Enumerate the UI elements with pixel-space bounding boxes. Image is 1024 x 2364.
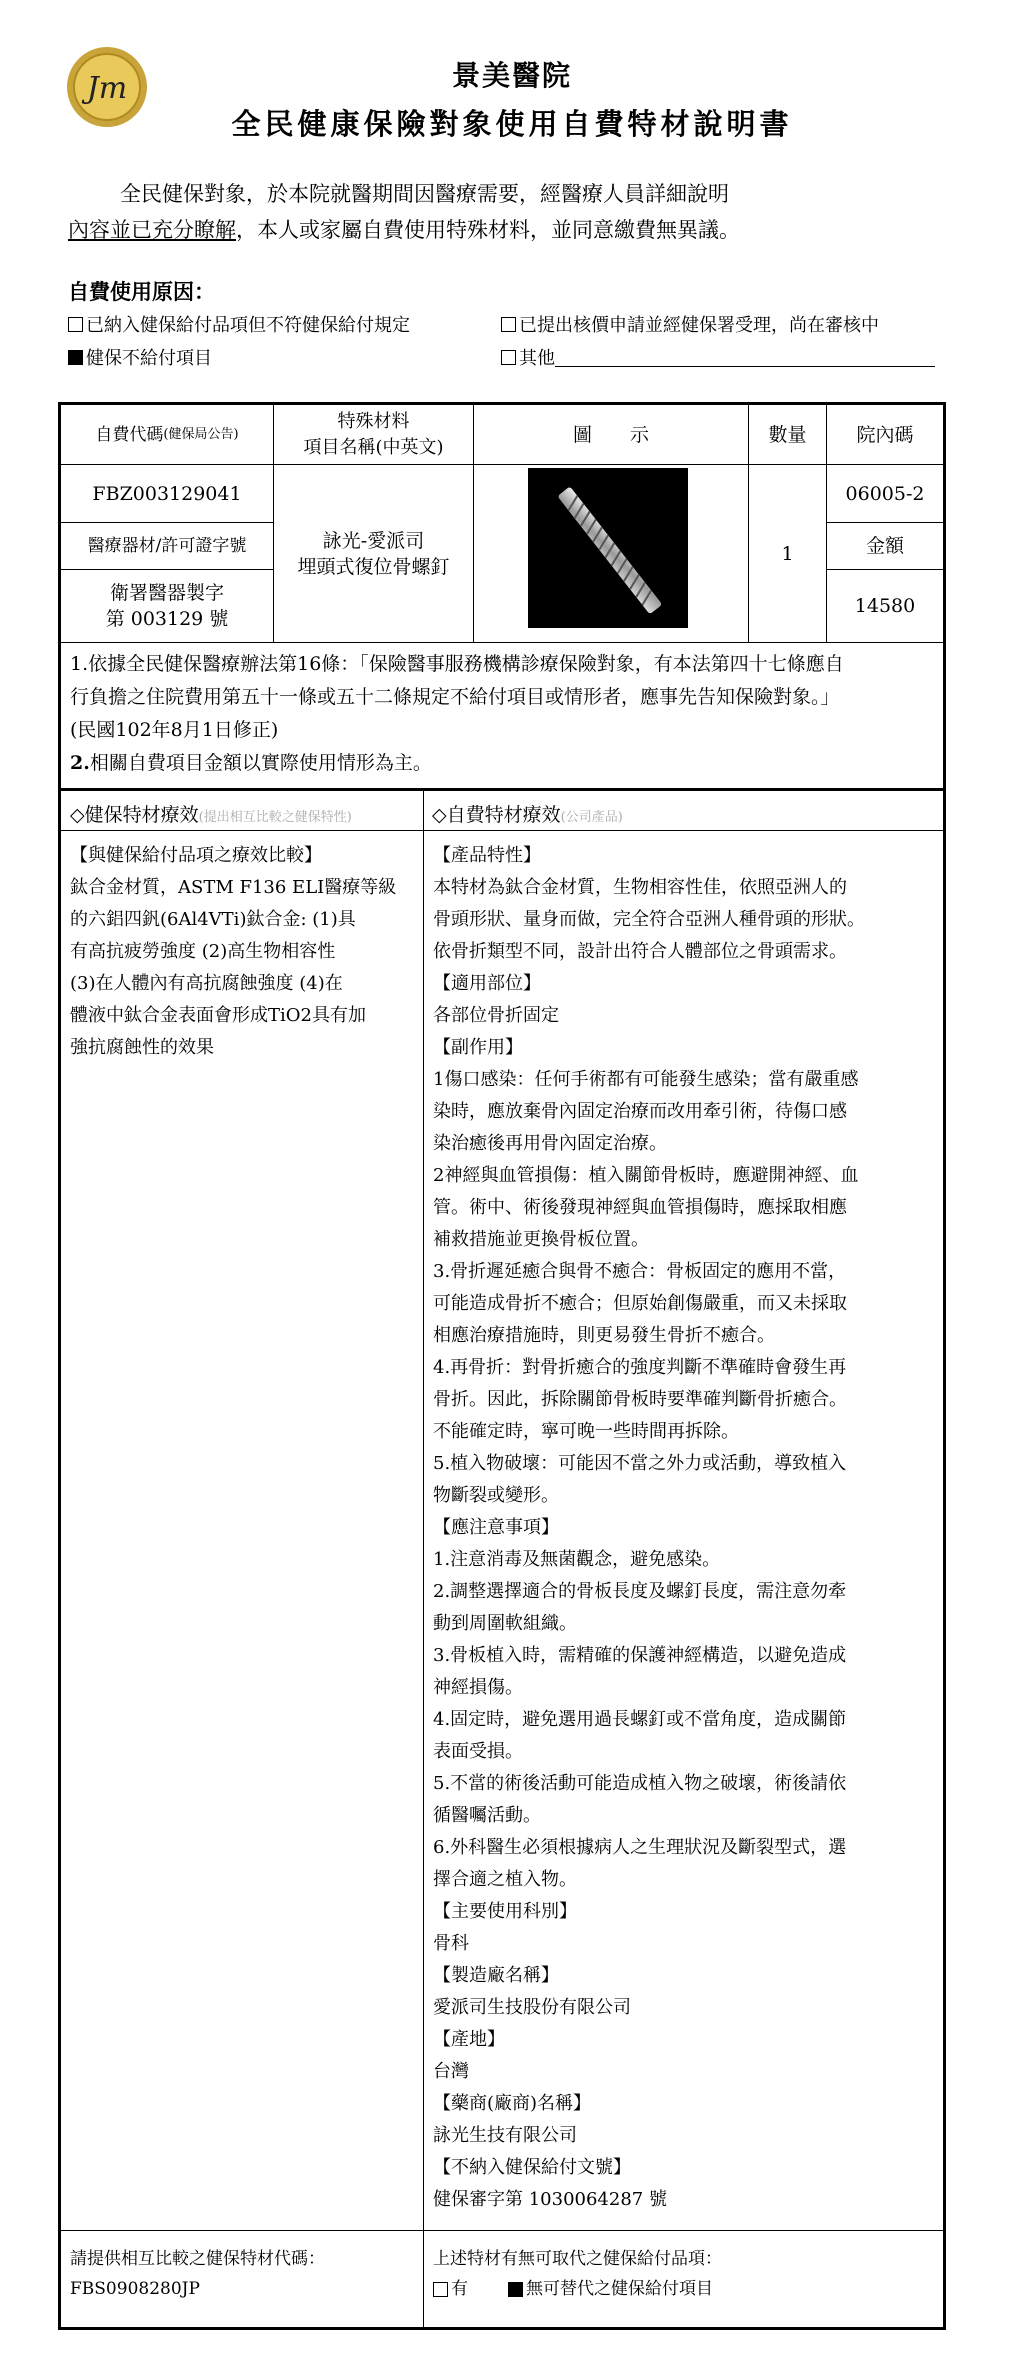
text-line: 擇合適之植入物。: [433, 1869, 577, 1890]
header-hosp-code: 院內碼: [856, 423, 914, 446]
text-line: 本特材為鈦合金材質，生物相容性佳，依照亞洲人的: [433, 877, 847, 898]
text-line: 3.骨折遲延癒合與骨不癒合：骨板固定的應用不當，: [433, 1261, 847, 1282]
amount-label: 金額: [865, 535, 904, 557]
right-column-head: ◇自費特材療效 (公司產品): [432, 804, 623, 826]
text-line: 循醫囑活動。: [433, 1805, 541, 1826]
text-line: 表面受損。: [433, 1741, 523, 1762]
text-line: 染治癒後再用骨內固定治療。: [433, 1133, 667, 1154]
header-code: 自費代碼 (健保局公告): [95, 424, 239, 445]
reason-title: 自費使用原因：: [68, 279, 215, 304]
text-line: 依骨折類型不同，設計出符合人體部位之骨頭需求。: [433, 941, 847, 962]
text-line: 【與健保給付品項之療效比較】: [70, 845, 322, 866]
item-hosp-code: 06005-2: [845, 482, 925, 505]
amount-value: 14580: [854, 595, 916, 617]
text-line: 1.注意消毒及無菌觀念，避免感染。: [433, 1549, 721, 1570]
text-line: 4.固定時，避免選用過長螺釘或不當角度，造成關節: [433, 1709, 847, 1730]
text-line: 【適用部位】: [433, 973, 541, 994]
text-line: 染時，應放棄骨內固定治療而改用牽引術，待傷口感: [433, 1101, 847, 1122]
footer-left: 請提供相互比較之健保特材代碼： FBS0908280JP: [70, 2244, 325, 2304]
text-line: 強抗腐蝕性的效果: [70, 1037, 214, 1058]
intro-paragraph: 全民健保對象，於本院就醫期間因醫療需要，經醫療人員詳細說明 內容並已充分瞭解，本人或家屬自費使用特殊材料，並同意繳費無異議。: [68, 182, 740, 242]
text-line: 【藥商(廠商)名稱】: [433, 2093, 592, 2114]
text-line: 1傷口感染：任何手術都有可能發生感染；當有嚴重感: [433, 1069, 859, 1090]
text-line: 【製造廠名稱】: [433, 1965, 559, 1986]
text-line: 物斷裂或變形。: [433, 1485, 559, 1506]
other-input-line[interactable]: [555, 348, 935, 367]
reason-option-covered[interactable]: 已納入健保給付品項但不符健保給付規定: [68, 311, 410, 337]
text-line: 骨科: [433, 1933, 469, 1954]
text-line: 補救措施並更換骨板位置。: [433, 1229, 649, 1250]
checkbox[interactable]: [68, 317, 83, 332]
item-qty: 1: [781, 542, 794, 565]
text-line: 5.不當的術後活動可能造成植入物之破壞，術後請依: [433, 1773, 847, 1794]
reason-option-pending[interactable]: 已提出核價申請並經健保署受理，尚在審核中: [501, 311, 879, 337]
text-line: 骨頭形狀、量身而做，完全符合亞洲人種骨頭的形狀。: [433, 909, 865, 930]
reason-option-other[interactable]: 其他: [501, 344, 935, 370]
document-title: 全民健康保險對象使用自費特材說明書: [231, 107, 793, 141]
text-line: 5.植入物破壞：可能因不當之外力或活動，導致植入: [433, 1453, 847, 1474]
text-line: 鈦合金材質，ASTM F136 ELI醫療等級: [70, 877, 397, 898]
footer-right: 上述特材有無可取代之健保給付品項： 有 無可替代之健保給付項目: [433, 2249, 722, 2299]
text-line: 【主要使用科別】: [433, 1901, 577, 1922]
header-image: 圖 示: [572, 423, 649, 446]
text-line: 【應注意事項】: [433, 1517, 559, 1538]
text-line: 動到周圍軟組織。: [433, 1613, 577, 1634]
text-line: 台灣: [433, 2061, 469, 2082]
text-line: 3.骨板植入時，需精確的保護神經構造，以避免造成: [433, 1645, 847, 1666]
text-line: 2神經與血管損傷：植入關節骨板時，應避開神經、血: [433, 1165, 859, 1186]
checkbox-no-substitute[interactable]: [508, 2282, 523, 2297]
text-line: 【產地】: [433, 2029, 505, 2050]
text-line: 的六鋁四釩(6Al4VTi)鈦合金: (1)具: [70, 909, 356, 930]
text-line: 不能確定時，寧可晚一些時間再拆除。: [433, 1421, 739, 1442]
header-qty: 數量: [768, 423, 807, 446]
text-line: 相應治療措施時，則更易發生骨折不癒合。: [433, 1325, 775, 1346]
reason-option-not-covered[interactable]: 健保不給付項目: [68, 344, 212, 370]
text-line: 愛派司生技股份有限公司: [433, 1997, 631, 2018]
text-line: 2.調整選擇適合的骨板長度及螺釘長度，需注意勿牽: [433, 1581, 847, 1602]
text-line: 4.再骨折：對骨折癒合的強度判斷不準確時會發生再: [433, 1357, 847, 1378]
text-line: 詠光生技有限公司: [433, 2125, 577, 2146]
license-label: 醫療器材/許可證字號: [87, 536, 247, 556]
text-line: 【不納入健保給付文號】: [433, 2157, 631, 2178]
left-column-head: ◇健保特材療效 (提出相互比較之健保特性): [70, 804, 352, 826]
comparison-code: FBS0908280JP: [70, 2279, 200, 2299]
text-line: 6.外科醫生必須根據病人之生理狀況及斷裂型式，選: [433, 1837, 847, 1858]
text-line: 神經損傷。: [433, 1677, 523, 1698]
intro-underlined: 內容並已充分瞭解: [68, 218, 236, 242]
text-line: 【副作用】: [433, 1037, 523, 1058]
text-line: 有高抗疲勞強度 (2)高生物相容性: [70, 941, 336, 962]
checkbox-yes[interactable]: [433, 2282, 448, 2297]
text-line: 各部位骨折固定: [433, 1005, 559, 1026]
text-line: 骨折。因此，拆除關節骨板時要準確判斷骨折癒合。: [433, 1389, 847, 1410]
text-line: 管。術中、術後發現神經與血管損傷時，應採取相應: [433, 1197, 847, 1218]
text-line: 可能造成骨折不癒合；但原始創傷嚴重，而又未採取: [433, 1293, 847, 1314]
text-line: 體液中鈦合金表面會形成TiO2具有加: [70, 1005, 366, 1026]
checkbox-checked[interactable]: [68, 350, 83, 365]
hospital-name: 景美醫院: [451, 59, 572, 92]
notes-block: 1.依據全民健保醫療辦法第16條：「保險醫事服務機構診療保險對象，有本法第四十七條應自 行負擔之住院費用第五十一條或五十二條規定不給付項目或情形者，應事先告知保險對象。」 (民國102年8月1日修正) 2.相關自費項目金額以實際使用情形為主。: [70, 653, 844, 774]
item-code: FBZ003129041: [92, 482, 242, 505]
text-line: (3)在人體內有高抗腐蝕強度 (4)在: [70, 973, 343, 994]
checkbox[interactable]: [501, 317, 516, 332]
item-name: 詠光-愛派司 埋頭式復位骨螺釘: [297, 529, 450, 578]
nhi-material-efficacy: [70, 840, 420, 1064]
header-item-name: 特殊材料 項目名稱(中英文): [303, 410, 444, 458]
text-line: 【產品特性】: [433, 845, 541, 866]
svg-text:Jm: Jm: [86, 71, 128, 106]
license-number: 衛署醫器製字 第 003129 號: [105, 582, 229, 630]
text-line: 健保審字第 1030064287 號: [433, 2189, 667, 2210]
checkbox[interactable]: [501, 350, 516, 365]
self-pay-material-efficacy: [433, 840, 938, 2216]
bone-screw-image: [528, 468, 688, 628]
